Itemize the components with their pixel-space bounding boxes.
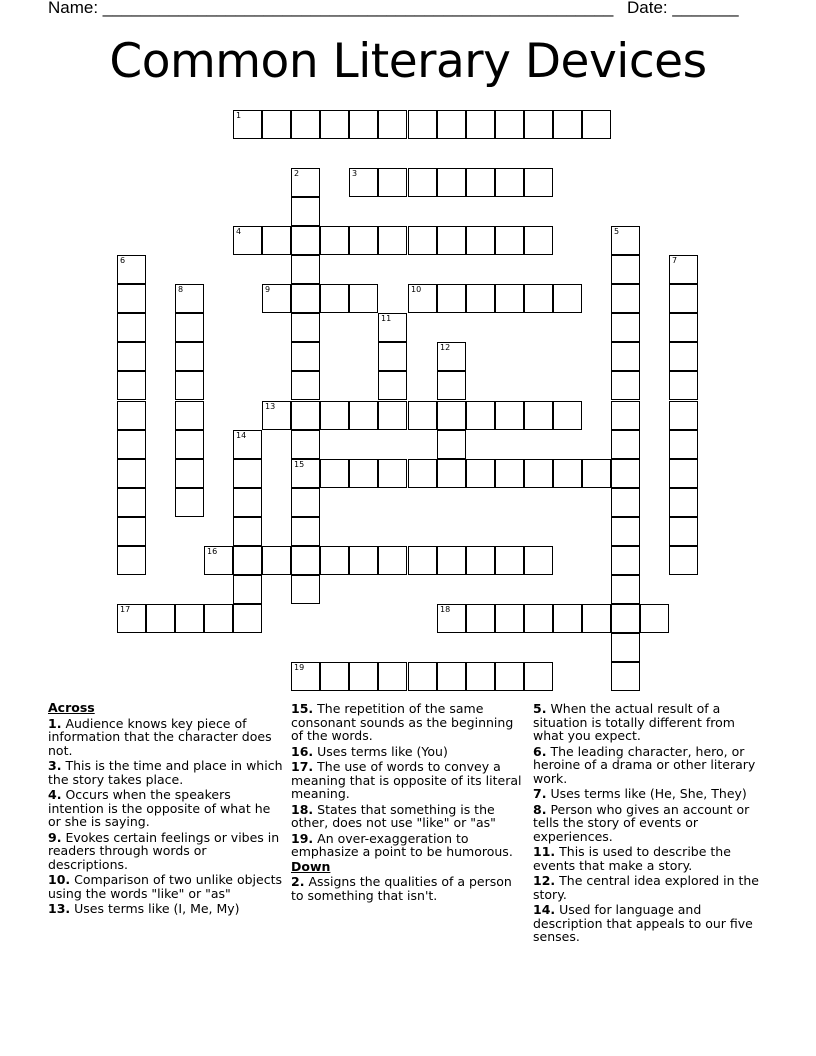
grid-cell[interactable] [291, 546, 320, 575]
grid-cell[interactable] [349, 662, 378, 691]
name-field-label[interactable]: Name: ______________________________________________________ [48, 0, 614, 17]
grid-cell[interactable] [291, 371, 320, 400]
grid-cell[interactable] [495, 662, 524, 691]
grid-cell[interactable] [291, 662, 320, 691]
across-heading: Across [48, 700, 95, 715]
grid-cell[interactable] [320, 284, 349, 313]
grid-cell[interactable] [233, 459, 262, 488]
grid-cell[interactable] [437, 168, 466, 197]
grid-cell[interactable] [408, 459, 437, 488]
grid-cell[interactable] [553, 459, 582, 488]
grid-cell[interactable] [262, 401, 291, 430]
clue-number: 18 [440, 605, 451, 614]
grid-cell[interactable] [291, 430, 320, 459]
grid-cell[interactable] [408, 168, 437, 197]
grid-cell[interactable] [669, 459, 698, 488]
clue-down-2: 2. Assigns the qualities of a person to something that isn't. [291, 874, 512, 903]
grid-cell[interactable] [640, 604, 669, 633]
clue-number: 16 [207, 547, 218, 556]
grid-cell[interactable] [408, 284, 437, 313]
grid-cell[interactable] [204, 546, 233, 575]
grid-cell[interactable] [437, 662, 466, 691]
grid-cell[interactable] [175, 430, 204, 459]
grid-cell[interactable] [175, 371, 204, 400]
grid-cell[interactable] [553, 604, 582, 633]
grid-cell[interactable] [146, 604, 175, 633]
grid-cell[interactable] [117, 430, 146, 459]
grid-cell[interactable] [495, 226, 524, 255]
grid-cell[interactable] [408, 662, 437, 691]
grid-cell[interactable] [524, 604, 553, 633]
grid-cell[interactable] [669, 488, 698, 517]
grid-cell[interactable] [524, 662, 553, 691]
clue-across-18: 18. States that something is the other, does not use "like" or "as" [291, 801, 496, 830]
grid-cell[interactable] [233, 226, 262, 255]
grid-cell[interactable] [669, 342, 698, 371]
grid-cell[interactable] [611, 226, 640, 255]
grid-cell[interactable] [669, 313, 698, 342]
grid-cell[interactable] [291, 110, 320, 139]
grid-cell[interactable] [611, 255, 640, 284]
grid-cell[interactable] [117, 255, 146, 284]
clue-down-14: 14. Used for language and description that appeals to our five senses. [533, 902, 753, 944]
grid-cell[interactable] [553, 110, 582, 139]
grid-cell[interactable] [291, 313, 320, 342]
grid-cell[interactable] [349, 110, 378, 139]
grid-cell[interactable] [320, 226, 349, 255]
grid-cell[interactable] [524, 459, 553, 488]
grid-cell[interactable] [466, 401, 495, 430]
date-field-label[interactable]: Date: _______ [627, 0, 739, 17]
grid-cell[interactable] [611, 633, 640, 662]
clue-number: 3 [352, 169, 358, 178]
clue-number: 1 [236, 111, 242, 120]
grid-cell[interactable] [553, 401, 582, 430]
grid-cell[interactable] [611, 604, 640, 633]
grid-cell[interactable] [466, 604, 495, 633]
grid-cell[interactable] [466, 226, 495, 255]
grid-cell[interactable] [291, 197, 320, 226]
grid-cell[interactable] [524, 284, 553, 313]
grid-cell[interactable] [466, 662, 495, 691]
grid-cell[interactable] [524, 546, 553, 575]
grid-cell[interactable] [291, 342, 320, 371]
grid-cell[interactable] [291, 284, 320, 313]
grid-cell[interactable] [378, 371, 407, 400]
grid-cell[interactable] [611, 488, 640, 517]
clue-number: 7 [672, 256, 678, 265]
grid-cell[interactable] [349, 546, 378, 575]
clue-column-2 [291, 700, 525, 902]
grid-cell[interactable] [291, 488, 320, 517]
grid-cell[interactable] [117, 488, 146, 517]
grid-cell[interactable] [466, 168, 495, 197]
grid-cell[interactable] [524, 168, 553, 197]
grid-cell[interactable] [291, 168, 320, 197]
grid-cell[interactable] [582, 110, 611, 139]
grid-cell[interactable] [524, 110, 553, 139]
grid-cell[interactable] [669, 284, 698, 313]
clue-number: 17 [120, 605, 131, 614]
clue-across-1: 1. Audience knows key piece of information that the character does not. [48, 715, 272, 758]
grid-cell[interactable] [669, 430, 698, 459]
grid-cell[interactable] [466, 284, 495, 313]
grid-cell[interactable] [262, 546, 291, 575]
grid-cell[interactable] [378, 313, 407, 342]
grid-cell[interactable] [495, 168, 524, 197]
grid-cell[interactable] [466, 459, 495, 488]
grid-cell[interactable] [320, 401, 349, 430]
grid-cell[interactable] [669, 546, 698, 575]
grid-cell[interactable] [175, 284, 204, 313]
grid-cell[interactable] [437, 546, 466, 575]
grid-cell[interactable] [117, 401, 146, 430]
grid-cell[interactable] [378, 662, 407, 691]
grid-cell[interactable] [378, 546, 407, 575]
grid-cell[interactable] [233, 604, 262, 633]
grid-cell[interactable] [408, 110, 437, 139]
grid-cell[interactable] [349, 401, 378, 430]
grid-cell[interactable] [378, 401, 407, 430]
clue-down-11: 11. This is used to describe the events that make a story. [533, 844, 731, 873]
grid-cell[interactable] [611, 662, 640, 691]
grid-cell[interactable] [175, 604, 204, 633]
clue-down-5: 5. When the actual result of a situation is totally different from what you expect. [533, 701, 735, 743]
grid-cell[interactable] [262, 110, 291, 139]
clue-across-17: 17. The use of words to convey a meaning that is opposite of its literal meaning. [291, 759, 522, 801]
grid-cell[interactable] [466, 110, 495, 139]
clue-down-12: 12. The central idea explored in the story. [533, 873, 759, 902]
clue-column-3 [533, 700, 769, 944]
grid-cell[interactable] [320, 662, 349, 691]
clue-number: 15 [294, 460, 305, 469]
grid-cell[interactable] [553, 284, 582, 313]
clue-down-6: 6. The leading character, hero, or heroine of a drama or other literary work. [533, 743, 756, 786]
grid-cell[interactable] [524, 401, 553, 430]
down-heading: Down [291, 858, 331, 874]
clue-number: 19 [294, 663, 305, 672]
grid-cell[interactable] [117, 371, 146, 400]
grid-cell[interactable] [669, 371, 698, 400]
clue-number: 2 [294, 169, 300, 178]
grid-cell[interactable] [611, 313, 640, 342]
grid-cell[interactable] [349, 168, 378, 197]
grid-cell[interactable] [117, 459, 146, 488]
grid-cell[interactable] [437, 604, 466, 633]
clue-number: 13 [265, 402, 276, 411]
grid-cell[interactable] [495, 401, 524, 430]
grid-cell[interactable] [204, 604, 233, 633]
grid-cell[interactable] [437, 284, 466, 313]
grid-cell[interactable] [495, 604, 524, 633]
grid-cell[interactable] [233, 430, 262, 459]
grid-cell[interactable] [233, 488, 262, 517]
grid-cell[interactable] [669, 517, 698, 546]
grid-cell[interactable] [437, 401, 466, 430]
grid-cell[interactable] [437, 459, 466, 488]
grid-cell[interactable] [611, 371, 640, 400]
grid-cell[interactable] [291, 255, 320, 284]
grid-cell[interactable] [611, 401, 640, 430]
grid-cell[interactable] [175, 488, 204, 517]
grid-cell[interactable] [291, 517, 320, 546]
clue-number: 8 [178, 285, 184, 294]
grid-cell[interactable] [117, 342, 146, 371]
grid-cell[interactable] [233, 546, 262, 575]
grid-cell[interactable] [320, 110, 349, 139]
grid-cell[interactable] [291, 459, 320, 488]
grid-cell[interactable] [233, 110, 262, 139]
page-title: Common Literary Devices [109, 34, 707, 89]
grid-cell[interactable] [349, 459, 378, 488]
grid-cell[interactable] [378, 342, 407, 371]
grid-cell[interactable] [175, 342, 204, 371]
grid-cell[interactable] [437, 226, 466, 255]
grid-cell[interactable] [611, 575, 640, 604]
clue-number: 14 [236, 431, 247, 440]
grid-cell[interactable] [582, 604, 611, 633]
clue-number: 11 [381, 314, 392, 323]
grid-cell[interactable] [233, 575, 262, 604]
clue-down-7: 7. Uses terms like (He, She, They) [533, 786, 747, 801]
clue-number: 6 [120, 256, 126, 265]
clue-across-3: 3. This is the time and place in which the story takes place. [48, 758, 283, 787]
grid-cell[interactable] [669, 401, 698, 430]
grid-cell[interactable] [378, 110, 407, 139]
grid-cell[interactable] [495, 459, 524, 488]
grid-cell[interactable] [175, 401, 204, 430]
clue-across-10: 10. Comparison of two unlike objects using the words "like" or "as" [48, 872, 283, 901]
grid-cell[interactable] [175, 459, 204, 488]
grid-cell[interactable] [437, 430, 466, 459]
clue-down-8: 8. Person who gives an account or tells the story of events or experiences. [533, 801, 750, 844]
grid-cell[interactable] [262, 226, 291, 255]
clue-across-9: 9. Evokes certain feelings or vibes in readers through words or descriptions. [48, 829, 280, 872]
grid-cell[interactable] [117, 546, 146, 575]
grid-cell[interactable] [349, 226, 378, 255]
grid-cell[interactable] [408, 226, 437, 255]
grid-cell[interactable] [611, 430, 640, 459]
grid-cell[interactable] [378, 168, 407, 197]
grid-cell[interactable] [437, 371, 466, 400]
grid-cell[interactable] [117, 284, 146, 313]
clue-number: 9 [265, 285, 271, 294]
grid-cell[interactable] [611, 517, 640, 546]
grid-cell[interactable] [291, 575, 320, 604]
grid-cell[interactable] [349, 284, 378, 313]
grid-cell[interactable] [582, 459, 611, 488]
grid-cell[interactable] [408, 401, 437, 430]
clue-across-16: 16. Uses terms like (You) [291, 743, 448, 759]
grid-cell[interactable] [378, 226, 407, 255]
grid-cell[interactable] [291, 226, 320, 255]
grid-cell[interactable] [611, 342, 640, 371]
grid-cell[interactable] [175, 313, 204, 342]
clue-column-1 [48, 700, 284, 916]
clue-across-13: 13. Uses terms like (I, Me, My) [48, 901, 240, 916]
grid-cell[interactable] [320, 459, 349, 488]
grid-cell[interactable] [378, 459, 407, 488]
grid-cell[interactable] [291, 401, 320, 430]
clue-number: 4 [236, 227, 242, 236]
clue-across-4: 4. Occurs when the speakers intention is the opposite of what he or she is saying. [48, 787, 271, 829]
grid-cell[interactable] [669, 255, 698, 284]
grid-cell[interactable] [495, 110, 524, 139]
clue-across-15: 15. The repetition of the same consonant sounds as the beginning of the words. [291, 701, 514, 743]
grid-cell[interactable] [437, 342, 466, 371]
clue-across-19: 19. An over-exaggeration to emphasize a point to be humorous. [291, 830, 513, 859]
grid-cell[interactable] [117, 517, 146, 546]
grid-cell[interactable] [524, 226, 553, 255]
grid-cell[interactable] [611, 459, 640, 488]
clue-number: 10 [411, 285, 422, 294]
grid-cell[interactable] [611, 546, 640, 575]
grid-cell[interactable] [495, 546, 524, 575]
grid-cell[interactable] [611, 284, 640, 313]
grid-cell[interactable] [262, 284, 291, 313]
grid-cell[interactable] [320, 546, 349, 575]
grid-cell[interactable] [495, 284, 524, 313]
grid-cell[interactable] [117, 313, 146, 342]
grid-cell[interactable] [408, 546, 437, 575]
clue-number: 5 [614, 227, 620, 236]
grid-cell[interactable] [233, 517, 262, 546]
grid-cell[interactable] [117, 604, 146, 633]
clue-number: 12 [440, 343, 451, 352]
grid-cell[interactable] [466, 546, 495, 575]
grid-cell[interactable] [437, 110, 466, 139]
